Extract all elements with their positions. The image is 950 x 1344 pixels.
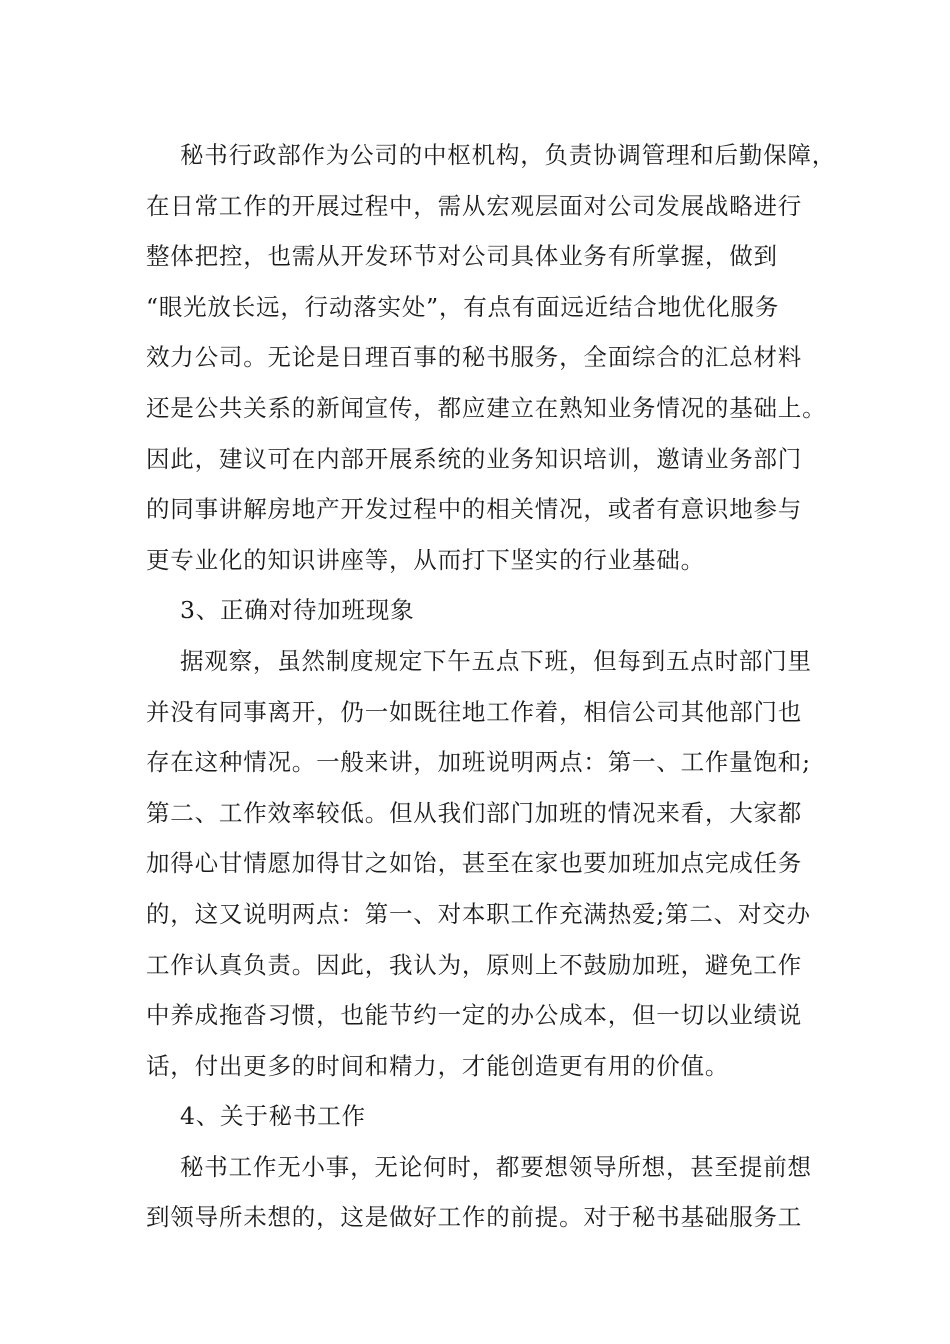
paragraph-line: 第二、工作效率较低。但从我们部门加班的情况来看，大家都 <box>146 798 803 827</box>
paragraph-line: 的，这又说明两点：第一、对本职工作充满热爱;第二、对交办 <box>146 899 811 928</box>
body-text <box>146 130 837 1243</box>
paragraph-line: 话，付出更多的时间和精力，才能创造更有用的价值。 <box>146 1051 730 1080</box>
paragraph-line: 秘书工作无小事，无论何时，都要想领导所想，甚至提前想 <box>180 1152 812 1181</box>
paragraph-line: “眼光放长远，行动落实处”，有点有面远近结合地优化服务 <box>146 292 780 321</box>
paragraph-line: 更专业化的知识讲座等，从而打下坚实的行业基础。 <box>146 545 705 574</box>
paragraph-line: 还是公共关系的新闻宣传，都应建立在熟知业务情况的基础上。 <box>146 393 827 422</box>
section-heading: 4、关于秘书工作 <box>180 1102 366 1131</box>
paragraph-line: 并没有同事离开，仍一如既往地工作着，相信公司其他部门也 <box>146 697 803 726</box>
paragraph-line: 到领导所未想的，这是做好工作的前提。对于秘书基础服务工 <box>146 1203 803 1232</box>
paragraph-line: 整体把控，也需从开发环节对公司具体业务有所掌握，做到 <box>146 242 778 271</box>
paragraph-line: 工作认真负责。因此，我认为，原则上不鼓励加班，避免工作 <box>146 950 803 979</box>
paragraph-line: 加得心甘情愿加得甘之如饴，甚至在家也要加班加点完成任务 <box>146 849 803 878</box>
paragraph-line: 据观察，虽然制度规定下午五点下班，但每到五点时部门里 <box>180 646 812 675</box>
paragraph-line: 效力公司。无论是日理百事的秘书服务，全面综合的汇总材料 <box>146 343 803 372</box>
paragraph-line: 的同事讲解房地产开发过程中的相关情况，或者有意识地参与 <box>146 495 803 524</box>
paragraph-line: 因此，建议可在内部开展系统的业务知识培训，邀请业务部门 <box>146 444 803 473</box>
paragraph-line: 中养成拖沓习惯，也能节约一定的办公成本，但一切以业绩说 <box>146 1001 803 1030</box>
paragraph-line: 秘书行政部作为公司的中枢机构，负责协调管理和后勤保障， <box>180 141 837 169</box>
paragraph-line: 存在这种情况。一般来讲，加班说明两点：第一、工作量饱和; <box>146 748 811 777</box>
paragraph-line: 在日常工作的开展过程中，需从宏观层面对公司发展战略进行 <box>146 191 803 220</box>
section-heading: 3、正确对待加班现象 <box>180 596 415 625</box>
